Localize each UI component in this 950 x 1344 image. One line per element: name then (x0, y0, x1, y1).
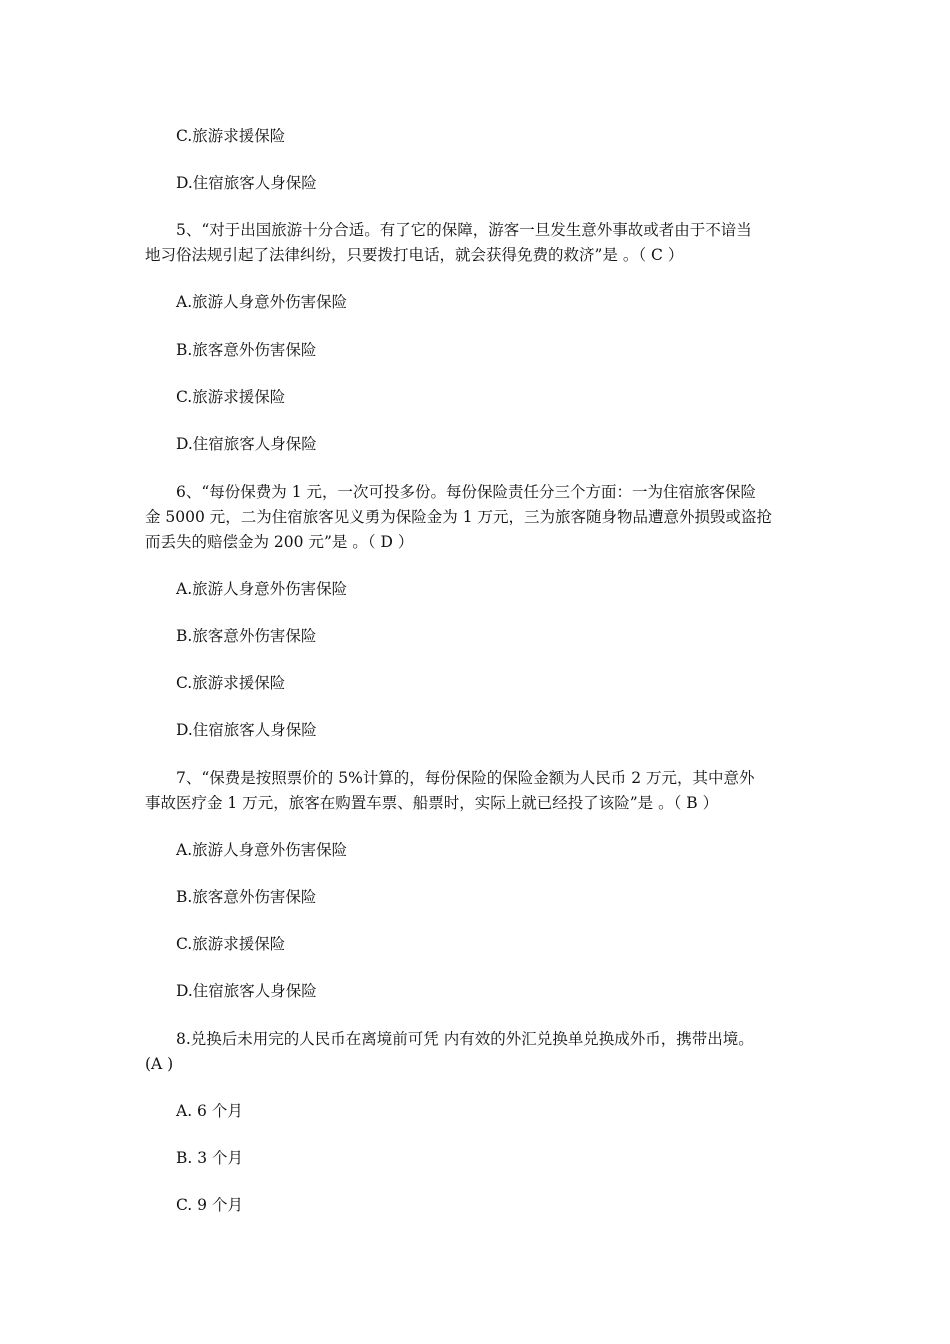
question-6-text-cont-1: 金 5000 元，二为住宿旅客见义勇为保险金为 1 万元，三为旅客随身物品遭意外损毁或盗抢 (145, 508, 773, 526)
question-7-text: 7、“保费是按照票价的 5%计算的，每份保险的保险金额为人民币 2 万元，其中意外 (176, 769, 755, 787)
question-6-option-d: D.住宿旅客人身保险 (176, 721, 317, 739)
question-6-option-c: C.旅游求援保险 (176, 674, 286, 692)
question-7-option-c: C.旅游求援保险 (176, 935, 286, 953)
question-5-option-a: A.旅游人身意外伤害保险 (176, 293, 348, 311)
question-6-text: 6、“每份保费为 1 元，一次可投多份。每份保险责任分三个方面：一为住宿旅客保险 (176, 483, 757, 501)
question-8-option-a: A. 6 个月 (176, 1102, 243, 1120)
question-5-text-cont: 地习俗法规引起了法律纠纷，只要拨打电话，就会获得免费的救济”是 。（ C ） (145, 246, 684, 264)
option-d-prev: D.住宿旅客人身保险 (176, 174, 317, 192)
question-5-option-c: C.旅游求援保险 (176, 388, 286, 406)
question-5-text: 5、“对于出国旅游十分合适。有了它的保障，游客一旦发生意外事故或者由于不谙当 (176, 221, 752, 239)
question-8-option-b: B. 3 个月 (176, 1149, 244, 1167)
question-5-option-b: B.旅客意外伤害保险 (176, 341, 317, 359)
question-5-option-d: D.住宿旅客人身保险 (176, 435, 317, 453)
option-c-prev: C.旅游求援保险 (176, 127, 286, 145)
question-7-text-cont: 事故医疗金 1 万元，旅客在购置车票、船票时，实际上就已经投了该险”是 。（ B ） (145, 794, 719, 812)
question-7-option-b: B.旅客意外伤害保险 (176, 888, 317, 906)
question-7-option-a: A.旅游人身意外伤害保险 (176, 841, 348, 859)
question-8-answer: (A ) (145, 1055, 174, 1073)
question-8-option-c: C. 9 个月 (176, 1196, 243, 1214)
question-8-text: 8.兑换后未用完的人民币在离境前可凭 内有效的外汇兑换单兑换成外币，携带出境。 (176, 1030, 754, 1048)
question-7-option-d: D.住宿旅客人身保险 (176, 982, 317, 1000)
question-6-text-cont-2: 而丢失的赔偿金为 200 元”是 。（ D ） (145, 533, 414, 551)
question-6-option-b: B.旅客意外伤害保险 (176, 627, 317, 645)
question-6-option-a: A.旅游人身意外伤害保险 (176, 580, 348, 598)
